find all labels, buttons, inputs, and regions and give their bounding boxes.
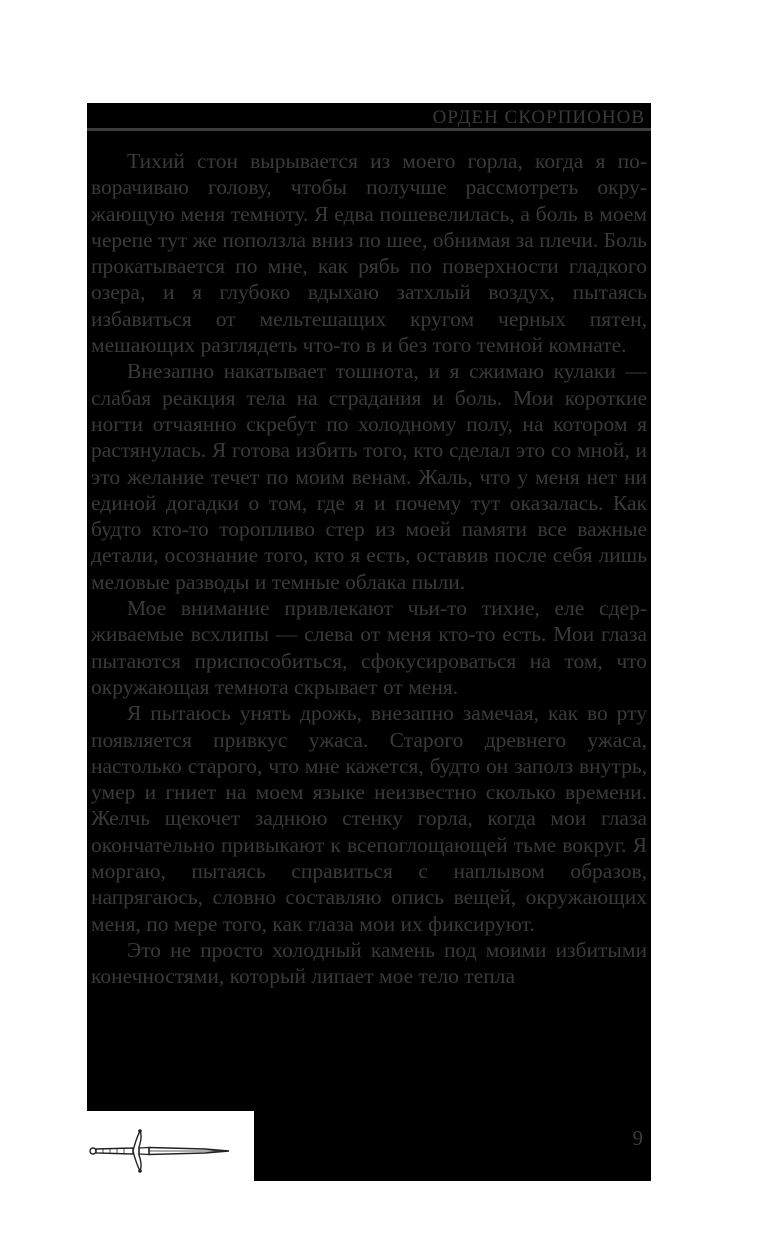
paragraph: Это не просто холодный камень под моими избитыми конечностями, который липает мое тело тепла [91, 937, 647, 989]
paragraph: Мое внимание привлекают чьи-то тихие, еле сдерживаемые всхлипы — слева от меня кто-то есть. Мои глаза пытаются приспособиться, сфокусироваться на том, что окружающая темнота скрывает от меня. [91, 596, 647, 699]
page-block [87, 103, 651, 1181]
body-text [91, 148, 647, 990]
footer-ornament [87, 1111, 254, 1181]
page-number: 9 [632, 1126, 643, 1150]
paragraph: Внезапно накатывает тошнота, и я сжимаю кулаки — слабая реакция тела на страдания и боль. Мои короткие ногти отчаянно скребут по холодному полу, на котором я растянулась. Я готова избить того, кто сделал это со мной, и это желание течет по моим венам. Жаль, что у меня нет ни единой догадки о том, где я и почему тут оказалась. Как будто кто-то торопливо стер из моей памяти все важные детали, осознание того, кто я есть, оставив после себя лишь меловые разводы и темные облака пыли. [91, 359, 647, 594]
paragraph: Я пытаюсь унять дрожь, внезапно замечая, как во рту появляется привкус ужаса. Старого древнего ужаса, настолько старого, что мне кажется, будто он заполз внутрь, умер и гниет на моем языке неизвестно сколько времени. Желчь щекочет заднюю стенку горла, когда мои глаза окончательно привыкают к всепоглощающей тьме вокруг. Я моргаю, пытаясь справиться с наплывом образов, напрягаюсь, словно составляю опись вещей, окружающих меня, по мере того, как глаза мои их фиксируют. [91, 701, 647, 936]
dagger-icon [87, 1111, 254, 1181]
running-head: ОРДЕН СКОРПИОНОВ [432, 107, 645, 128]
header-rule [87, 128, 651, 131]
paragraph: Тихий стон вырывается из моего горла, когда я поворачиваю голову, чтобы получше рассмотреть окружающую меня темноту. Я едва пошевелилась, а боль в моем черепе тут же поползла вниз по шее, обнимая за плечи. Боль прокатывается по мне, как рябь по поверхности гладкого озера, и я глубоко вдыхаю затхлый воздух, пытаясь избавиться от мельтешащих кругом черных пятен, мешающих разглядеть что-то в и без того темной комнате. [91, 149, 647, 358]
